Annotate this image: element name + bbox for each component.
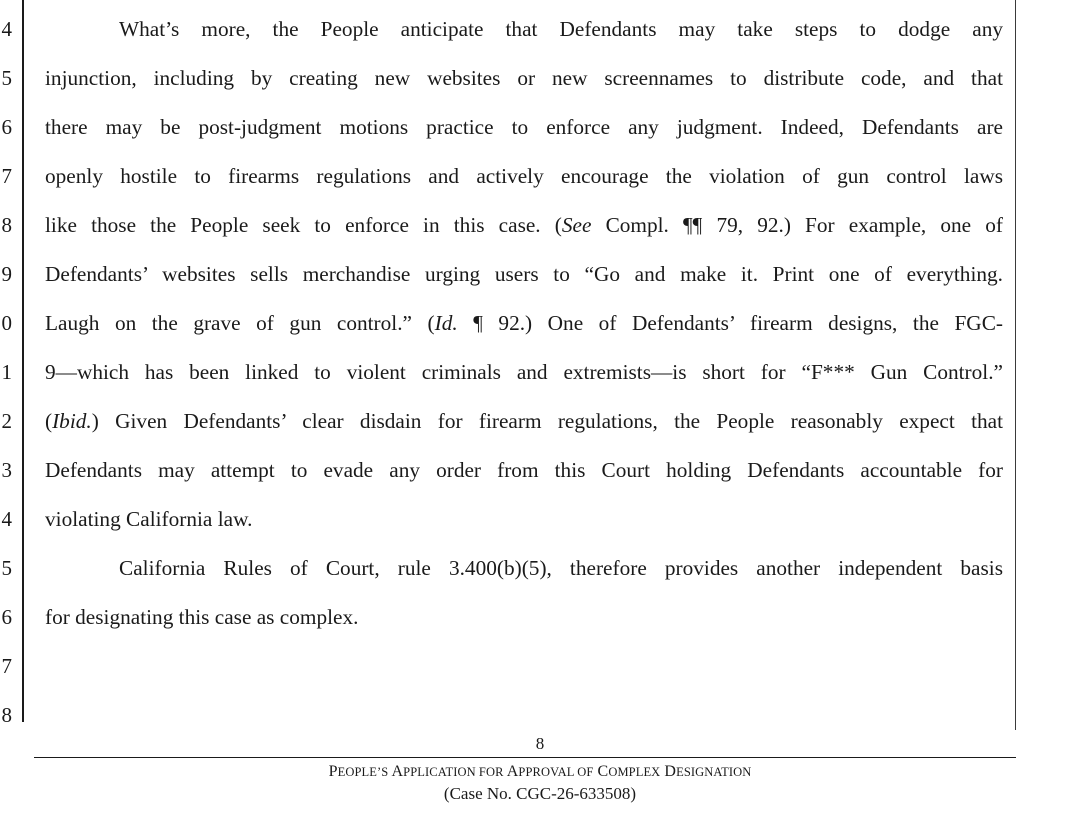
left-margin-rule	[22, 0, 24, 722]
line-number: 8	[1, 703, 12, 727]
line-number: 3	[1, 458, 12, 482]
line-number: 5	[1, 66, 12, 90]
text-line: (Ibid.) Given Defendants’ clear disdain for firearm regulations, the People reasonably expect that	[45, 409, 1003, 433]
text-line: Defendants may attempt to evade any order from this Court holding Defendants accountable for	[45, 458, 1003, 482]
footer-rule	[34, 757, 1016, 758]
right-margin-rule	[1015, 0, 1016, 730]
text-line: like those the People seek to enforce in this case. (See Compl. ¶¶ 79, 92.) For example, one of	[45, 213, 1003, 237]
citation-signal: Id.	[434, 311, 458, 335]
text-line: California Rules of Court, rule 3.400(b)(5), therefore provides another independent basis	[119, 556, 1003, 580]
line-number: 6	[1, 115, 12, 139]
line-number: 9	[1, 262, 12, 286]
text-line: 9—which has been linked to violent criminals and extremists—is short for “F*** Gun Control.”	[45, 360, 1003, 384]
text-line: openly hostile to firearms regulations and actively encourage the violation of gun control laws	[45, 164, 1003, 188]
text-line: Defendants’ websites sells merchandise urging users to “Go and make it. Print one of everything.	[45, 262, 1003, 286]
text-line: violating California law.	[45, 507, 253, 531]
line-number: 4	[1, 507, 12, 531]
citation-signal: See	[561, 213, 592, 237]
line-number: 4	[1, 17, 12, 41]
line-number: 5	[1, 556, 12, 580]
text-line: Laugh on the grave of gun control.” (Id. ¶ 92.) One of Defendants’ firearm designs, the FGC-	[45, 311, 1003, 335]
line-number: 1	[1, 360, 12, 384]
line-number: 6	[1, 605, 12, 629]
text-line: What’s more, the People anticipate that Defendants may take steps to dodge any	[119, 17, 1003, 41]
footer-title: PEOPLE’S APPLICATION FOR APPROVAL OF COMPLEX DESIGNATION	[328, 763, 752, 780]
line-number: 8	[1, 213, 12, 237]
page-number: 8	[535, 734, 545, 753]
text-line: for designating this case as complex.	[45, 605, 359, 629]
line-number: 7	[1, 164, 12, 188]
line-number: 7	[1, 654, 12, 678]
citation-signal: Ibid.	[52, 409, 92, 433]
case-number: (Case No. CGC-26-633508)	[443, 784, 637, 803]
line-number: 0	[1, 311, 12, 335]
text-line: injunction, including by creating new websites or new screennames to distribute code, and that	[45, 66, 1003, 90]
text-line: there may be post-judgment motions practice to enforce any judgment. Indeed, Defendants are	[45, 115, 1003, 139]
line-number: 2	[1, 409, 12, 433]
